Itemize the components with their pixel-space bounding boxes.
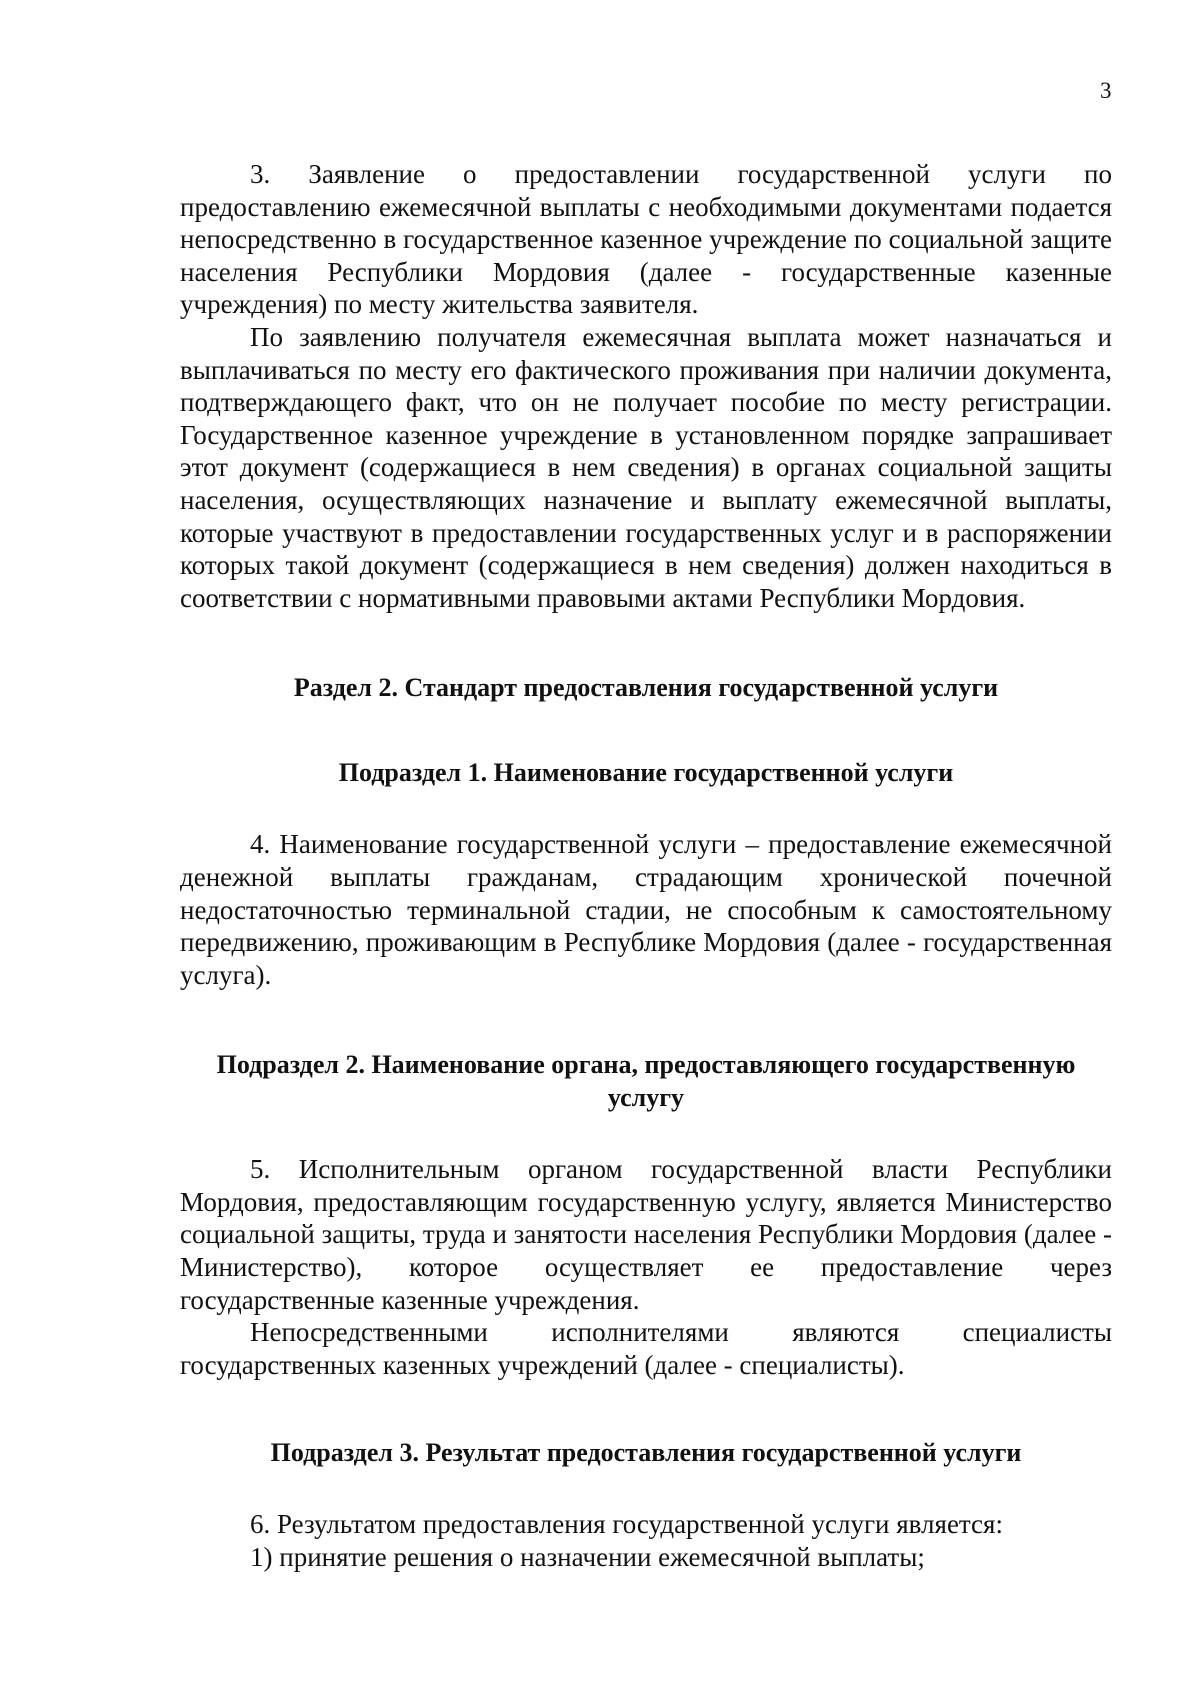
paragraph-3-continuation: По заявлению получателя ежемесячная выплата может назначаться и выплачиваться по месту его фактического проживания при наличии документа, подтверждающего факт, что он не получает пособие по месту регистрации. Государственное казенное учреждение в установленном порядке запрашивает этот документ (содержащиеся в нем сведения) в органах социальной защиты населения, осуществляющих назначение и выплату ежемесячной выплаты, которые участвуют в предоставлении государственных услуг и в распоряжении которых такой документ (содержащиеся в нем сведения) должен находиться в соответствии с нормативными правовыми актами Республики Мордовия. [180,321,1112,613]
subsection-1-title: Подраздел 1. Наименование государственной услуги [338,758,954,788]
paragraph-5: 5. Исполнительным органом государственной власти Республики Мордовия, предоставляющим государственную услугу, является Министерство социальной защиты, труда и занятости населения Республики Мордовия (далее - Министерство), которое осуществляет ее предоставление через государственные казенные учреждения. [180,1154,1112,1315]
subsection-3-title: Подраздел 3. Результат предоставления государственной услуги [270,1438,1022,1468]
paragraph-6-item-1: 1) принятие решения о назначении ежемесячной выплаты; [250,1542,925,1573]
paragraph-6: 6. Результатом предоставления государственной услуги является: [250,1509,1003,1540]
paragraph-3: 3. Заявление о предоставлении государственной услуги по предоставлению ежемесячной выплаты с необходимыми документами подается непосредственно в государственное казенное учреждение по социальной защите населения Республики Мордовия (далее - государственные казенные учреждения) по месту жительства заявителя. [180,159,1112,320]
document-body [180,158,1112,1574]
subsection-2-title: Подраздел 2. Наименование органа, предоставляющего государственную услугу [216,1050,1076,1113]
section-2-title: Раздел 2. Стандарт предоставления государственной услуги [293,673,999,703]
page-number: 3 [1100,78,1112,103]
paragraph-4: 4. Наименование государственной услуги – предоставление ежемесячной денежной выплаты гражданам, страдающим хронической почечной недостаточностью терминальной стадии, не способным к самостоятельному передвижению, проживающим в Республике Мордовия (далее - государственная услуга). [180,829,1112,990]
paragraph-5-continuation: Непосредственными исполнителями являются специалисты государственных казенных учреждений (далее - специалисты). [180,1317,1112,1380]
